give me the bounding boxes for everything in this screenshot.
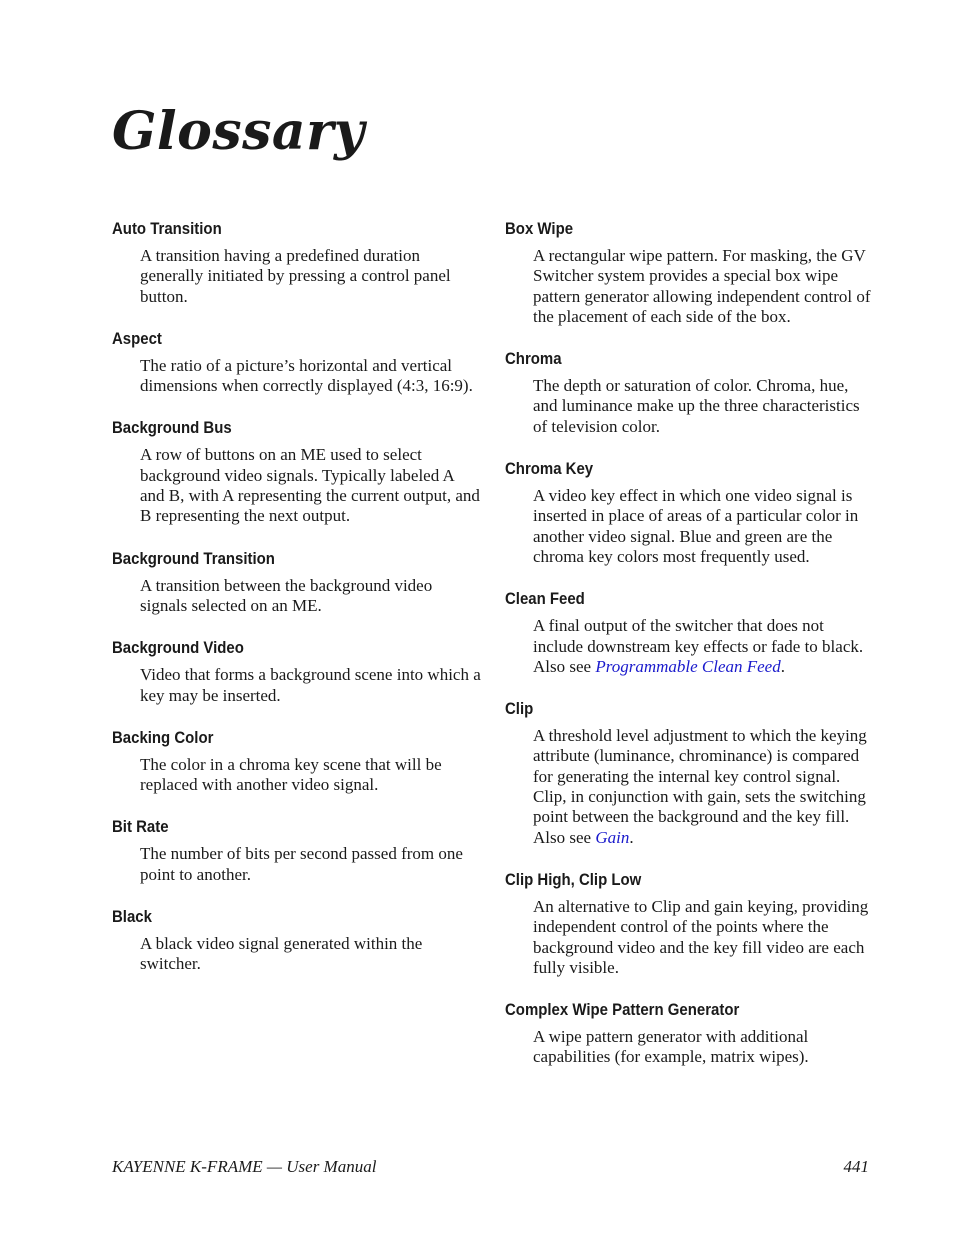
glossary-term: Background Transition bbox=[112, 548, 275, 568]
glossary-term: Black bbox=[112, 907, 152, 927]
glossary-entry bbox=[112, 328, 482, 397]
glossary-entry bbox=[505, 588, 875, 677]
glossary-definition: A transition having a predefined duration generally initiated by pressing a control panel button. bbox=[140, 246, 451, 306]
footer-page-number: 441 bbox=[843, 1157, 869, 1176]
glossary-entry bbox=[505, 458, 875, 567]
glossary-definition: A rectangular wipe pattern. For masking, the GV Switcher system provides a special box wipe pattern generator allowing independent control of the placement of each side of the box. bbox=[533, 246, 871, 326]
glossary-definition: The number of bits per second passed from one point to another. bbox=[140, 844, 463, 884]
glossary-definition: The depth or saturation of color. Chroma, hue, and luminance make up the three characteristics of television color. bbox=[533, 376, 860, 436]
glossary-entry bbox=[505, 999, 875, 1068]
glossary-entry bbox=[112, 218, 482, 307]
glossary-term: Auto Transition bbox=[112, 219, 222, 238]
glossary-definition: A video key effect in which one video signal is inserted in place of areas of a particular color in another video signal. Blue and green are the chroma key colors most frequently used. bbox=[533, 486, 859, 566]
glossary-term: Clip High, Clip Low bbox=[505, 869, 642, 889]
glossary-definition: A wipe pattern generator with additional capabilities (for example, matrix wipes). bbox=[533, 1027, 809, 1067]
glossary-definition: A row of buttons on an ME used to select background video signals. Typically labeled A and B, with A representing the current output, and B representing the next output. bbox=[140, 445, 480, 526]
definition-text: A threshold level adjustment to which the keying attribute (luminance, chrominance) is compared for generating the internal key control signal. Clip, in conjunction with gain, sets the switching point between the background and the key fill. Also see bbox=[533, 726, 867, 847]
glossary-definition: A black video signal generated within the switcher. bbox=[140, 934, 423, 974]
glossary-definition bbox=[533, 726, 875, 848]
xref-link-gain[interactable]: Gain bbox=[595, 827, 630, 847]
glossary-term: Chroma bbox=[505, 349, 562, 369]
glossary-term: Box Wipe bbox=[505, 219, 574, 238]
glossary-right-column bbox=[505, 218, 875, 1089]
glossary-definition: The ratio of a picture’s horizontal and vertical dimensions when correctly displayed (4:3, 16:9). bbox=[140, 355, 473, 396]
glossary-entry bbox=[505, 218, 875, 327]
glossary-entry bbox=[112, 816, 482, 885]
definition-text-end: . bbox=[629, 827, 634, 847]
glossary-entry bbox=[505, 698, 875, 848]
glossary-entry bbox=[112, 637, 482, 706]
glossary-term: Backing Color bbox=[112, 727, 214, 747]
glossary-term: Complex Wipe Pattern Generator bbox=[505, 1000, 740, 1020]
glossary-entry bbox=[505, 348, 875, 437]
glossary-definition: An alternative to Clip and gain keying, providing independent control of the points where the background video and the key fill video are each fully visible. bbox=[533, 896, 869, 977]
glossary-term: Clip bbox=[505, 699, 534, 719]
glossary-entry bbox=[112, 906, 482, 975]
definition-text-end: . bbox=[780, 656, 785, 676]
glossary-entry bbox=[112, 548, 482, 617]
glossary-term: Bit Rate bbox=[112, 817, 169, 837]
xref-link-programmable-clean-feed[interactable]: Programmable Clean Feed bbox=[595, 656, 781, 676]
glossary-definition: The color in a chroma key scene that will be replaced with another video signal. bbox=[140, 754, 442, 795]
glossary-term: Chroma Key bbox=[505, 459, 594, 479]
glossary-left-column bbox=[112, 218, 482, 996]
glossary-definition bbox=[533, 616, 875, 677]
glossary-term: Aspect bbox=[112, 328, 162, 348]
definition-text: A final output of the switcher that does not include downstream key effects or fade to black. Also see bbox=[533, 616, 864, 676]
glossary-term: Background Video bbox=[112, 638, 244, 658]
glossary-definition: A transition between the background video signals selected on an ME. bbox=[140, 575, 433, 615]
page-title: Glossary bbox=[112, 101, 365, 162]
footer-manual-title: KAYENNE K-FRAME — User Manual bbox=[112, 1157, 377, 1176]
glossary-entry bbox=[112, 417, 482, 526]
glossary-term: Clean Feed bbox=[505, 589, 585, 609]
glossary-term: Background Bus bbox=[112, 418, 232, 438]
glossary-entry bbox=[505, 869, 875, 978]
glossary-entry bbox=[112, 727, 482, 796]
glossary-definition: Video that forms a background scene into which a key may be inserted. bbox=[140, 665, 481, 705]
